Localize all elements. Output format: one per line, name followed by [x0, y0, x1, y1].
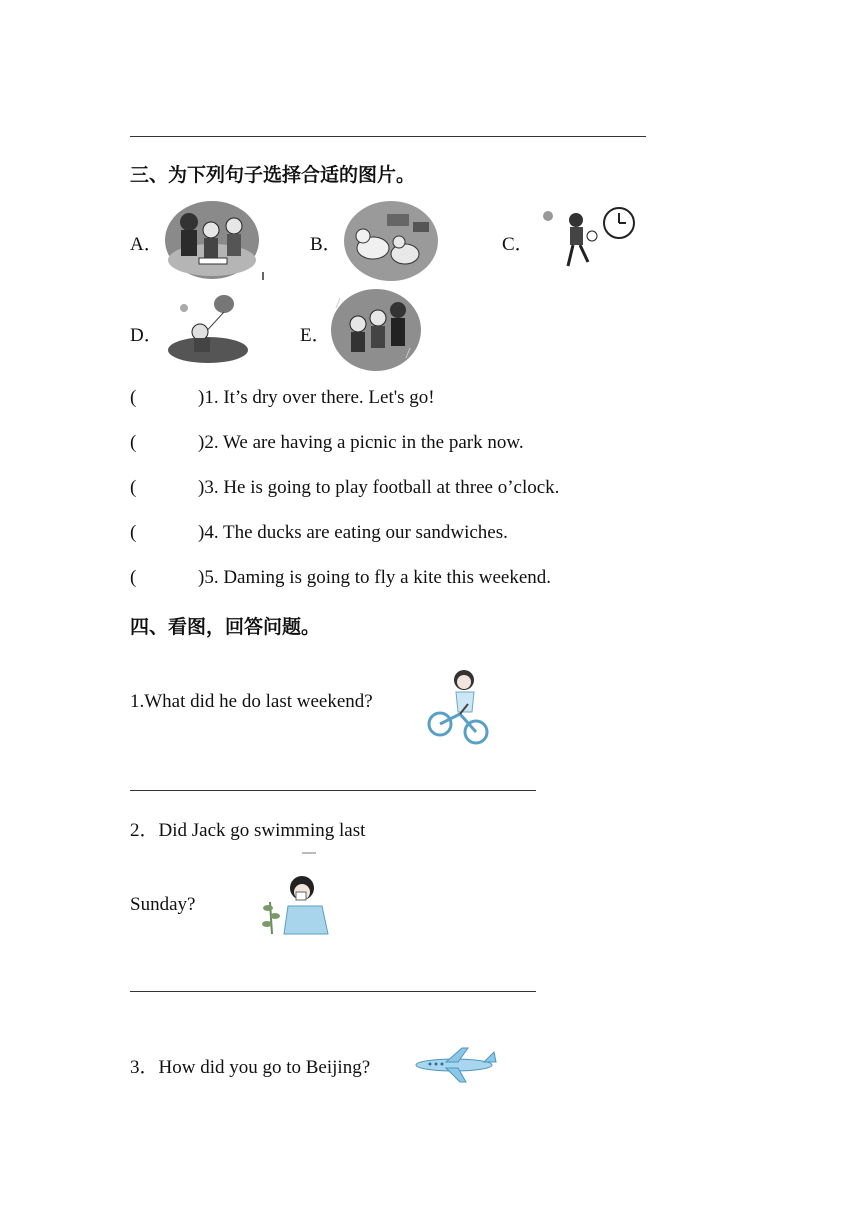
answer-blank-1[interactable]: (	[130, 387, 137, 408]
question-2-line-2: Sunday?	[130, 894, 196, 915]
answer-blank-2[interactable]: (	[130, 432, 137, 453]
question-1: 1.What did he do last weekend?	[130, 691, 373, 712]
girl-sneezing-illustration	[258, 872, 348, 952]
section-4-heading: 四、看图，回答问题。	[130, 616, 321, 638]
answer-line-1	[130, 790, 536, 791]
sentence-5: ( )5. Daming is going to fly a kite this weekend.	[130, 567, 552, 588]
ducks-sandwiches-illustration	[343, 200, 439, 282]
question-3: 3．How did you go to Beijing?	[130, 1057, 371, 1078]
sentence-4: ( )4. The ducks are eating our sandwiches.	[130, 522, 508, 543]
picnic-family-illustration	[164, 200, 264, 282]
answer-line-top	[130, 136, 646, 137]
option-a-label: A．	[130, 234, 163, 255]
boy-riding-bike-illustration	[420, 668, 500, 748]
option-c-label: C．	[502, 234, 534, 255]
sentence-2: ( )2. We are having a picnic in the park now.	[130, 432, 524, 453]
answer-line-2	[130, 991, 536, 992]
sentence-3: ( )3. He is going to play football at three o’clock.	[130, 477, 560, 498]
answer-blank-3[interactable]: (	[130, 477, 137, 498]
airplane-illustration	[412, 1046, 498, 1084]
boy-flying-kite-illustration	[166, 290, 252, 370]
children-running-rain-illustration	[330, 288, 422, 372]
option-e-label: E．	[300, 325, 331, 346]
option-b-label: B．	[310, 234, 342, 255]
answer-blank-5[interactable]: (	[130, 567, 137, 588]
answer-blank-4[interactable]: (	[130, 522, 137, 543]
sentence-1: ( )1. It’s dry over there. Let's go!	[130, 387, 435, 408]
question-2-line-1: 2．Did Jack go swimming last	[130, 820, 366, 841]
boy-football-clock-illustration	[540, 206, 640, 278]
option-d-label: D．	[130, 325, 163, 346]
section-3-heading: 三、为下列句子选择合适的图片。	[130, 164, 416, 186]
